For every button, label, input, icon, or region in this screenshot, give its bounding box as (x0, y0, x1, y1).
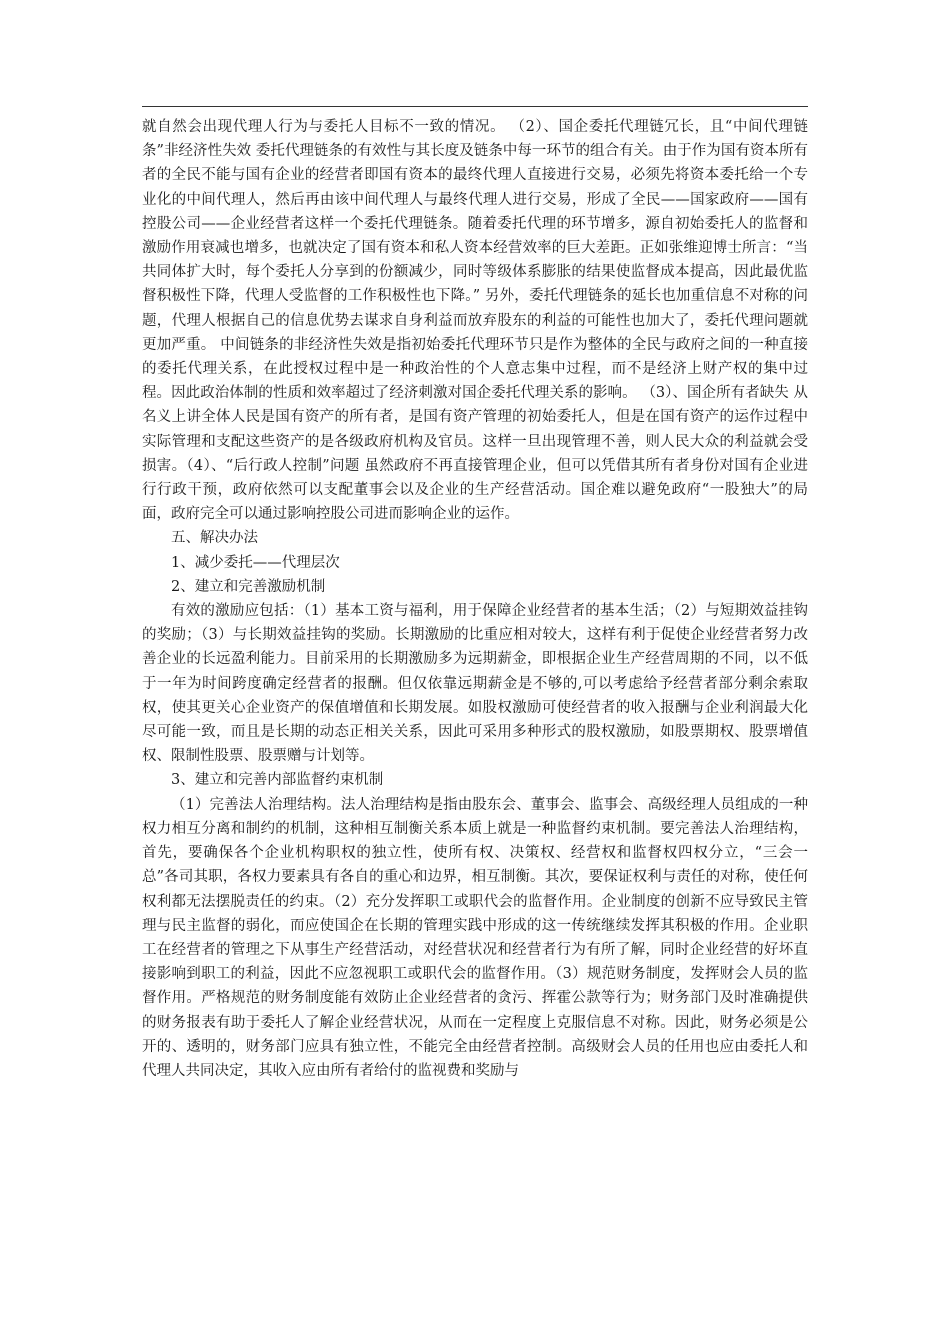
paragraph-continuation: 就自然会出现代理人行为与委托人目标不一致的情况。 （2）、国企委托代理链冗长，且“中间代理链条”非经济性失效 委托代理链条的有效性与其长度及链条中每一环节的组合有关。由于作为国有资本所有者的全民不能与国有企业的经营者即国有资本的最终代理人直接进行交易，必须先将资本委托给一个专业化的中间代理人，然后再由该中间代理人与最终代理人进行交易，形成了全民——国家政府——国有控股公司——企业经营者这样一个委托代理链条。随着委托代理的环节增多，源自初始委托人的监督和激励作用衰减也增多，也就决定了国有资本和私人资本经营效率的巨大差距。正如张维迎博士所言：“当共同体扩大时，每个委托人分享到的份额减少，同时等级体系膨胀的结果使监督成本提高，因此最优监督积极性下降，代理人受监督的工作积极性也下降。” 另外，委托代理链条的延长也加重信息不对称的问题，代理人根据自己的信息优势去谋求自身利益而放弃股东的利益的可能性也加大了，委托代理问题就更加严重。 中间链条的非经济性失效是指初始委托代理环节只是作为整体的全民与政府之间的一种直接的委托代理关系，在此授权过程中是一种政治性的个人意志集中过程，而不是经济上财产权的集中过程。因此政治体制的性质和效率超过了经济刺激对国企委托代理关系的影响。 （3）、国企所有者缺失 从名义上讲全体人民是国有资产的所有者，是国有资产管理的初始委托人，但是在国有资产的运作过程中实际管理和支配这些资产的是各级政府机构及官员。这样一旦出现管理不善，则人民大众的利益就会受损害。（4）、“后行政人控制”问题 虽然政府不再直接管理企业，但可以凭借其所有者身份对国有企业进行行政干预，政府依然可以支配董事会以及企业的生产经营活动。国企难以避免政府“一股独大”的局面，政府完全可以通过影响控股公司进而影响企业的运作。 (142, 119, 808, 523)
header-rule (142, 106, 808, 107)
paragraph-supervision: （1）完善法人治理结构。法人治理结构是指由股东会、董事会、监事会、高级经理人员组成的一种权力相互分离和制约的机制，这种相互制衡关系本质上就是一种监督约束机制。要完善法人治理结构，首先，要确保各个企业机构职权的独立性，使所有权、决策权、经营权和监督权四权分立，“三会一总”各司其职，各权力要素具有各自的重心和边界，相互制衡。其次，要保证权利与责任的对称，使任何权利都无法摆脱责任的约束。（2）充分发挥职工或职代会的监督作用。企业制度的创新不应导致民主管理与民主监督的弱化，而应使国企在长期的管理实践中形成的这一传统继续发挥其积极的作用。企业职工在经营者的管理之下从事生产经营活动，对经营状况和经营者行为有所了解，同时企业经营的好坏直接影响到职工的利益，因此不应忽视职工或职代会的监督作用。（3）规范财务制度，发挥财会人员的监督作用。严格规范的财务制度能有效防止企业经营者的贪污、挥霍公款等行为；财务部门及时准确提供的财务报表有助于委托人了解企业经营状况，从而在一定程度上克服信息不对称。因此，财务必须是公开的、透明的，财务部门应具有独立性，不能完全由经营者控制。高级财会人员的任用也应由委托人和代理人共同决定，其收入应由所有者给付的监视费和奖励与 (142, 796, 808, 1079)
subheading-supervision-mechanism: 3、建立和完善内部监督约束机制 (171, 772, 384, 789)
subheading-incentive-mechanism: 2、建立和完善激励机制 (171, 578, 326, 595)
paragraph-incentive: 有效的激励应包括：（1）基本工资与福利，用于保障企业经营者的基本生活；（2）与短期效益挂钩的奖励；（3）与长期效益挂钩的奖励。长期激励的比重应相对较大，这样有利于促使企业经营者努力改善企业的长远盈利能力。目前采用的长期激励多为远期薪金，即根据企业生产经营周期的不同，以不低于一年为时间跨度确定经营者的报酬。但仅依靠远期薪金是不够的,可以考虑给予经营者部分剩余索取权，使其更关心企业资产的保值增值和长期发展。如股权激励可使经营者的收入报酬与企业利润最大化尽可能一致，而且是长期的动态正相关关系，因此可采用多种形式的股权激励，如股票期权、股票增值权、限制性股票、股票赠与计划等。 (142, 603, 808, 765)
subheading-reduce-layers: 1、减少委托——代理层次 (171, 554, 340, 571)
section-heading-solutions: 五、解决办法 (171, 530, 258, 547)
document-body (142, 115, 808, 1083)
